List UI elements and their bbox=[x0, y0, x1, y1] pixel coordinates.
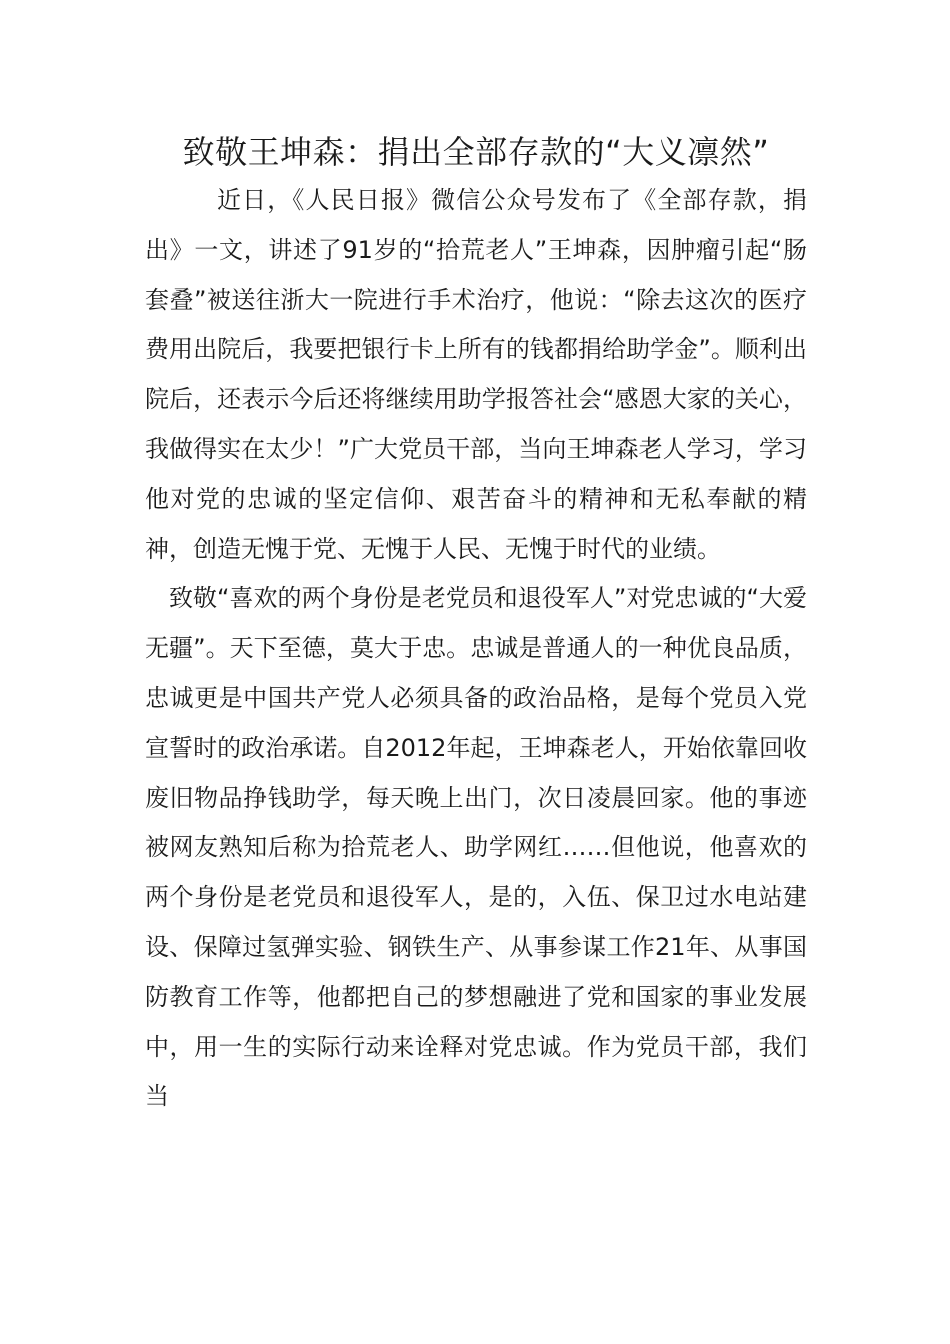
paragraph-1: 近日，《人民日报》微信公众号发布了《全部存款，捐出》一文，讲述了91岁的“拾荒老人”王坤森，因肿瘤引起“肠套叠”被送往浙大一院进行手术治疗，他说：“除去这次的医疗费用出院后，我要把银行卡上所有的钱都捐给助学金”。顺利出院后，还表示今后还将继续用助学报答社会“感恩大家的关心，我做得实在太少！”广大党员干部，当向王坤森老人学习，学习他对党的忠诚的坚定信仰、艰苦奋斗的精神和无私奉献的精神，创造无愧于党、无愧于人民、无愧于时代的业绩。 bbox=[145, 186, 807, 563]
document-page bbox=[145, 128, 807, 1122]
document-title: 致敬王坤森：捐出全部存款的“大义凛然” bbox=[182, 133, 770, 171]
paragraph-2: 致敬“喜欢的两个身份是老党员和退役军人”对党忠诚的“大爱无疆”。天下至德，莫大于忠。忠诚是普通人的一种优良品质，忠诚更是中国共产党人必须具备的政治品格，是每个党员入党宣誓时的政治承诺。自2012年起，王坤森老人，开始依靠回收废旧物品挣钱助学，每天晚上出门，次日凌晨回家。他的事迹被网友熟知后称为拾荒老人、助学网红……但他说，他喜欢的两个身份是老党员和退役军人，是的，入伍、保卫过水电站建设、保障过氢弹实验、钢铁生产、从事参谋工作21年、从事国防教育工作等，他都把自己的梦想融进了党和国家的事业发展中，用一生的实际行动来诠释对党忠诚。作为党员干部，我们当 bbox=[145, 584, 807, 1111]
